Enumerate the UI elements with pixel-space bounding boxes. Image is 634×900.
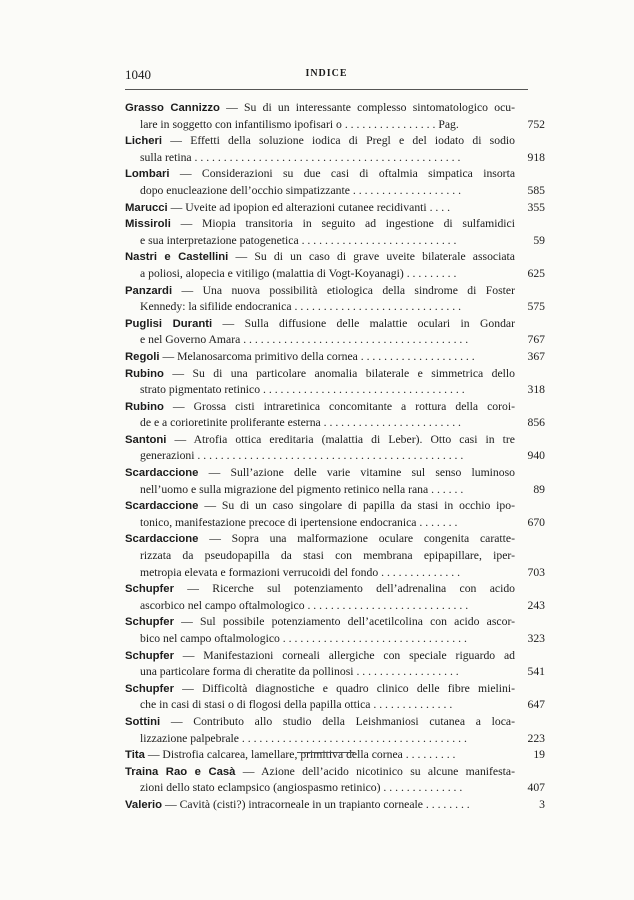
entry-line (125, 747, 545, 764)
entry-page-number: 918 (527, 150, 545, 164)
entry-line (125, 731, 545, 748)
end-rule (297, 752, 355, 753)
entry-text (125, 117, 515, 134)
entry-title-text: zioni dello stato eclampsico (angiospasmo retinico) . . . . . . . . . . . . . . (140, 781, 463, 795)
entry-line (125, 482, 545, 499)
entry-page-number: 647 (527, 698, 545, 712)
index-entry (125, 249, 545, 282)
entry-text (125, 797, 515, 814)
entry-text (125, 648, 515, 665)
entry-text (125, 531, 515, 548)
entry-text (125, 764, 515, 781)
entry-author: Scardaccione (125, 467, 199, 480)
entry-line (125, 565, 545, 582)
entry-line (125, 233, 545, 250)
entry-text (125, 100, 515, 117)
index-entry (125, 648, 545, 681)
entry-line (125, 764, 545, 781)
entry-author: Tita (125, 749, 145, 762)
entry-line (125, 631, 545, 648)
entry-title-text: bico nel campo oftalmologico . . . . . . . . . . . . . . . . . . . . . . . . . . . . . . . . (140, 632, 467, 645)
entry-text (125, 614, 515, 631)
index-entry (125, 614, 545, 647)
entry-author: Rubino (125, 400, 164, 413)
entry-line (125, 432, 545, 449)
index-entry (125, 797, 545, 814)
entry-page-number: 3 (539, 797, 545, 811)
entry-title-text: — Miopia transitoria in seguito ad ingestione di sulfamidici (180, 217, 515, 231)
index-entry (125, 166, 545, 199)
entry-line (125, 415, 545, 432)
entry-title-text: — Sull’azione delle varie vitamine sul senso luminoso (208, 466, 516, 480)
entry-author: Traina Rao e Casà (125, 765, 236, 778)
entry-line (125, 283, 545, 300)
entry-page-number: 625 (527, 266, 545, 280)
entry-text (125, 631, 515, 648)
entry-title-text: ascorbico nel campo oftalmologico . . . . . . . . . . . . . . . . . . . . . . . . . . . . (140, 598, 469, 612)
entry-title-text: una particolare forma di cheratite da pollinosi . . . . . . . . . . . . . . . . . . (140, 665, 459, 679)
entry-page-number: 59 (533, 233, 545, 247)
entry-text (125, 664, 515, 681)
entry-title-text: a poliosi, alopecia e vitiligo (malattia di Vogt-Koyanagi) . . . . . . . . . (140, 266, 457, 280)
entry-title-text: — Uveite ad ipopion ed alterazioni cutanee recidivanti . . . . (170, 200, 451, 214)
entry-page-number: 752 (527, 117, 545, 131)
entry-line (125, 498, 545, 515)
index-list (125, 100, 545, 814)
entry-text (125, 399, 515, 416)
page-number: 1040 (125, 67, 151, 82)
index-entry (125, 316, 545, 349)
entry-title-text: — Effetti della soluzione iodica di Pregl e del iodato di sodio (170, 134, 516, 148)
entry-title-text: tonico, manifestazione precoce di ipertensione endocranica . . . . . . . (140, 515, 458, 529)
entry-page-number: 541 (527, 665, 545, 679)
entry-author: Santoni (125, 433, 167, 446)
index-entry (125, 714, 545, 747)
entry-text (125, 432, 515, 449)
entry-title-text: de e a corioretinite proliferante esterna . . . . . . . . . . . . . . . . . . . . . . . . (140, 416, 461, 430)
entry-title-text: — Azione dell’acido nicotinico su alcune manifesta- (242, 764, 515, 778)
entry-title-text: — Sulla diffusione delle malattie oculari in Gondar (222, 316, 515, 330)
entry-line (125, 266, 545, 283)
entry-page-number: 767 (527, 333, 545, 347)
entry-title-text: nell’uomo e sulla migrazione del pigmento retinico nella rana . . . . . . (140, 482, 464, 496)
entry-title-text: — Su di una particolare anomalia bilaterale e simmetrica dello (172, 366, 515, 380)
entry-title-text: e nel Governo Amara . . . . . . . . . . . . . . . . . . . . . . . . . . . . . . . . . . . . . . . (140, 333, 469, 347)
index-entry (125, 531, 545, 581)
entry-page-number: 323 (527, 632, 545, 645)
entry-line (125, 714, 545, 731)
entry-line (125, 133, 545, 150)
entry-page-number: 223 (527, 731, 545, 745)
entry-author: Puglisi Duranti (125, 317, 213, 330)
index-entry (125, 747, 545, 764)
entry-title-text: lizzazione palpebrale . . . . . . . . . . . . . . . . . . . . . . . . . . . . . . . . . . . . . . . (140, 731, 467, 745)
entry-text (125, 133, 515, 150)
entry-line (125, 614, 545, 631)
entry-title-text: — Sopra una malformazione oculare congenita caratte- (209, 532, 516, 546)
entry-page-number: 703 (527, 565, 545, 579)
entry-title-text: — Su di un interessante complesso sintomatologico ocu- (226, 101, 515, 114)
entry-line (125, 117, 545, 134)
entry-line (125, 515, 545, 532)
entry-page-number: 19 (533, 748, 545, 762)
entry-line (125, 183, 545, 200)
entry-text (125, 780, 515, 797)
entry-text (125, 233, 515, 250)
page-header (125, 67, 528, 83)
entry-title-text: strato pigmentato retinico . . . . . . . . . . . . . . . . . . . . . . . . . . . . . . . . . . . (140, 383, 465, 397)
entry-author: Licheri (125, 135, 163, 148)
entry-text (125, 316, 515, 333)
entry-text (125, 216, 515, 233)
entry-page-number: 355 (527, 200, 545, 214)
entry-line (125, 216, 545, 233)
entry-line (125, 316, 545, 333)
entry-line (125, 399, 545, 416)
index-entry (125, 366, 545, 399)
entry-line (125, 332, 545, 349)
entry-author: Nastri e Castellini (125, 251, 229, 264)
entry-text (125, 349, 515, 366)
entry-line (125, 780, 545, 797)
entry-text (125, 299, 515, 316)
index-entry (125, 498, 545, 531)
entry-author: Schupfer (125, 682, 174, 695)
entry-text (125, 266, 515, 283)
index-entry (125, 133, 545, 166)
entry-title-text: generazioni . . . . . . . . . . . . . . . . . . . . . . . . . . . . . . . . . . . . . . . . . . . . . . (140, 449, 464, 463)
entry-text (125, 731, 515, 748)
entry-line (125, 382, 545, 399)
entry-text (125, 581, 515, 598)
entry-line (125, 598, 545, 615)
entry-title-text: dopo enucleazione dell’occhio simpatizzante . . . . . . . . . . . . . . . . . . . (140, 183, 461, 197)
entry-line (125, 648, 545, 665)
entry-title-text: — Manifestazioni corneali allergiche con speciale riguardo ad (182, 648, 516, 662)
entry-text (125, 448, 515, 465)
entry-text (125, 697, 515, 714)
entry-text (125, 747, 515, 764)
index-entry (125, 200, 545, 217)
entry-author: Valerio (125, 798, 163, 811)
entry-title-text: — Su di un caso singolare di papilla da stasi in occhio ipo- (204, 499, 515, 513)
entry-title-text: — Su di un caso di grave uveite bilaterale associata (235, 250, 515, 264)
entry-text (125, 183, 515, 200)
entry-author: Grasso Cannizzo (125, 102, 220, 114)
index-entry (125, 399, 545, 432)
entry-title-text: lare in soggetto con infantilismo ipofisari o . . . . . . . . . . . . . . . . Pag. (140, 117, 459, 131)
page-title: INDICE (305, 68, 348, 79)
entry-author: Rubino (125, 367, 164, 380)
entry-text (125, 166, 515, 183)
entry-text (125, 482, 515, 499)
entry-text (125, 150, 515, 167)
index-entry (125, 349, 545, 366)
entry-page-number: 585 (527, 183, 545, 197)
entry-text (125, 465, 515, 482)
entry-title-text: — Sul possibile potenziamento dell’acetilcolina con acido ascor- (181, 615, 515, 629)
index-entry (125, 100, 545, 133)
entry-line (125, 797, 545, 814)
entry-title-text: — Grossa cisti intraretinica concomitante a rottura della coroi- (172, 399, 516, 413)
entry-text (125, 249, 515, 266)
entry-line (125, 548, 545, 565)
index-entry (125, 581, 545, 614)
entry-line (125, 150, 545, 167)
entry-line (125, 664, 545, 681)
entry-author: Regoli (125, 350, 160, 363)
index-entry (125, 764, 545, 797)
entry-text (125, 415, 515, 432)
index-entry (125, 283, 545, 316)
entry-line (125, 249, 545, 266)
entry-title-text: — Una nuova possibilità etiologica della sindrome di Foster (181, 283, 516, 297)
entry-author: Marucci (125, 201, 168, 214)
entry-title-text: che in casi di stasi o di flogosi della papilla ottica . . . . . . . . . . . . . . (140, 698, 453, 712)
entry-line (125, 366, 545, 383)
entry-title-text: — Ricerche sul potenziamento dell’adrenalina con acido (187, 582, 516, 596)
entry-title-text: — Melanosarcoma primitivo della cornea . . . . . . . . . . . . . . . . . . . . (162, 349, 475, 363)
entry-page-number: 940 (527, 449, 545, 463)
entry-title-text: — Atrofia ottica ereditaria (malattia di Leber). Otto casi in tre (174, 432, 515, 446)
index-entry (125, 465, 545, 498)
index-entry (125, 681, 545, 714)
entry-text (125, 714, 515, 731)
entry-page-number: 575 (527, 300, 545, 314)
entry-title-text: — Considerazioni su due casi di oftalmia simpatica insorta (179, 167, 516, 181)
entry-text (125, 548, 515, 565)
entry-title-text: e sua interpretazione patogenetica . . . . . . . . . . . . . . . . . . . . . . . . . . . (140, 233, 457, 247)
entry-author: Panzardi (125, 284, 173, 297)
entry-line (125, 581, 545, 598)
entry-author: Schupfer (125, 616, 174, 629)
entry-text (125, 565, 515, 582)
entry-line (125, 697, 545, 714)
entry-line (125, 531, 545, 548)
entry-text (125, 283, 515, 300)
entry-text (125, 681, 515, 698)
entry-line (125, 681, 545, 698)
entry-page-number: 670 (527, 515, 545, 529)
entry-title-text: sulla retina . . . . . . . . . . . . . . . . . . . . . . . . . . . . . . . . . . . . . . . . . . . . . . (140, 150, 461, 164)
entry-title-text: — Distrofia calcarea, lamellare, primitiva della cornea . . . . . . . . . (147, 748, 456, 762)
entry-page-number: 243 (527, 598, 545, 612)
entry-text (125, 598, 515, 615)
entry-page-number: 856 (527, 416, 545, 430)
entry-author: Missiroli (125, 218, 171, 231)
entry-author: Schupfer (125, 583, 174, 596)
entry-author: Schupfer (125, 649, 174, 662)
entry-text (125, 515, 515, 532)
entry-line (125, 100, 545, 117)
entry-title-text: rizzata da pseudopapilla da stasi con membrana epipapillare, iper- (140, 549, 515, 563)
entry-text (125, 366, 515, 383)
entry-author: Sottini (125, 715, 161, 728)
entry-line (125, 349, 545, 366)
entry-line (125, 465, 545, 482)
entry-page-number: 318 (527, 383, 545, 397)
entry-page-number: 367 (527, 349, 545, 363)
entry-title-text: — Difficoltà diagnostiche e quadro clinico delle fibre mielini- (182, 681, 515, 695)
entry-line (125, 299, 545, 316)
entry-author: Scardaccione (125, 533, 199, 546)
entry-text (125, 332, 515, 349)
entry-text (125, 498, 515, 515)
entry-author: Lombari (125, 168, 170, 181)
entry-title-text: — Cavità (cisti?) intracorneale in un trapianto corneale . . . . . . . . (164, 797, 470, 811)
entry-title-text: metropia elevata e formazioni verrucoidi del fondo . . . . . . . . . . . . . . (140, 565, 461, 579)
index-entry (125, 432, 545, 465)
entry-page-number: 407 (527, 781, 545, 795)
header-rule (125, 89, 528, 90)
entry-title-text: — Contributo allo studio della Leishmaniosi cutanea a loca- (170, 714, 516, 728)
index-entry (125, 216, 545, 249)
entry-text (125, 200, 515, 217)
entry-author: Scardaccione (125, 500, 199, 513)
entry-line (125, 166, 545, 183)
entry-line (125, 448, 545, 465)
entry-title-text: Kennedy: la sifilide endocranica . . . . . . . . . . . . . . . . . . . . . . . . . . . . . (140, 300, 462, 314)
entry-page-number: 89 (533, 482, 545, 496)
entry-text (125, 382, 515, 399)
entry-line (125, 200, 545, 217)
